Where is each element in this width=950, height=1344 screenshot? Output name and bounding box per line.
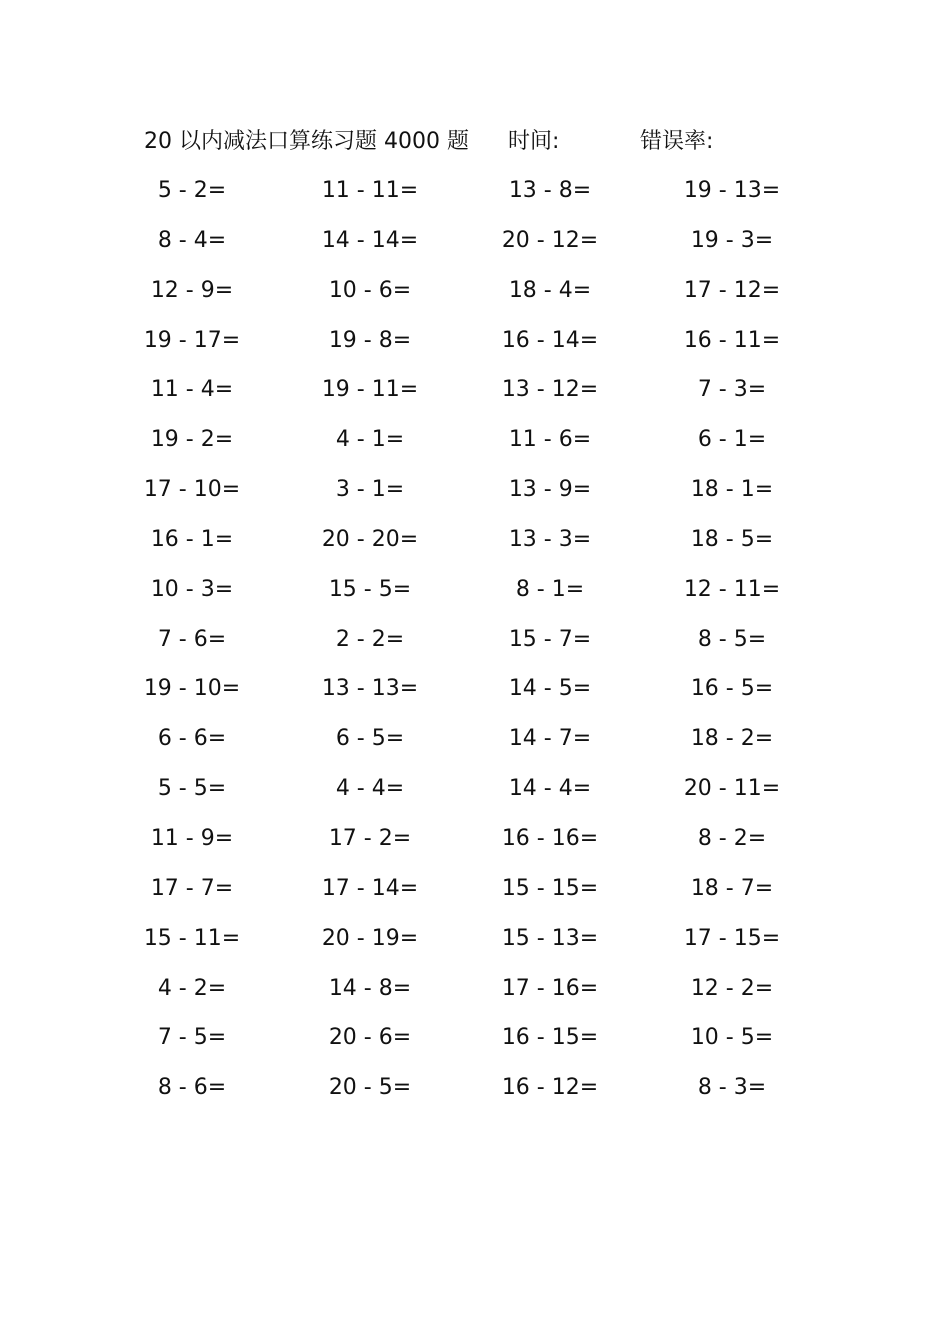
problem-item: 6 - 6=: [157, 726, 227, 752]
problem-item: 12 - 9=: [150, 277, 234, 303]
problem-row: [0, 171, 950, 221]
problem-item: 16 - 12=: [501, 1075, 599, 1101]
problem-item: 18 - 7=: [690, 875, 774, 901]
problem-item: 12 - 2=: [690, 975, 774, 1001]
problem-item: 11 - 11=: [321, 178, 419, 203]
problem-item: 2 - 2=: [335, 626, 405, 652]
problem-row: [0, 919, 950, 969]
problem-item: 10 - 6=: [328, 277, 412, 303]
problem-item: 19 - 2=: [150, 427, 234, 453]
problem-row: [0, 271, 950, 321]
problem-item: 6 - 5=: [335, 726, 405, 752]
problem-item: 19 - 3=: [690, 227, 774, 253]
problem-item: 16 - 11=: [683, 327, 781, 353]
problem-item: 13 - 3=: [508, 526, 592, 552]
problem-item: 10 - 3=: [150, 576, 234, 602]
problem-item: 12 - 11=: [683, 576, 781, 602]
problem-item: 19 - 8=: [328, 327, 412, 353]
problem-item: 20 - 19=: [321, 925, 419, 951]
problem-item: 8 - 3=: [697, 1075, 767, 1101]
problem-item: 16 - 14=: [501, 327, 599, 353]
problem-item: 14 - 8=: [328, 975, 412, 1001]
problem-row: [0, 370, 950, 420]
problem-item: 7 - 5=: [157, 1025, 227, 1051]
problem-item: 20 - 11=: [683, 776, 781, 802]
problem-row: [0, 969, 950, 1019]
problem-item: 13 - 13=: [321, 676, 419, 702]
problem-row: [0, 420, 950, 470]
problem-row: [0, 620, 950, 670]
problem-item: 18 - 1=: [690, 477, 774, 503]
problem-grid: [0, 171, 950, 1118]
problem-item: 18 - 5=: [690, 526, 774, 552]
problem-item: 13 - 12=: [501, 377, 599, 403]
problem-item: 11 - 4=: [150, 377, 234, 403]
problem-item: 17 - 2=: [328, 825, 412, 851]
worksheet-header: [0, 124, 950, 160]
problem-item: 4 - 1=: [335, 427, 405, 453]
problem-row: [0, 719, 950, 769]
problem-row: [0, 1018, 950, 1068]
problem-item: 19 - 11=: [321, 377, 419, 403]
time-label: 时间:: [508, 129, 560, 154]
problem-row: [0, 520, 950, 570]
problem-item: 16 - 15=: [501, 1025, 599, 1051]
problem-item: 17 - 16=: [501, 975, 599, 1001]
error-rate-label: 错误率:: [640, 129, 714, 154]
problem-item: 17 - 7=: [150, 875, 234, 901]
problem-item: 15 - 5=: [328, 576, 412, 602]
problem-item: 14 - 5=: [508, 676, 592, 702]
problem-item: 15 - 15=: [501, 875, 599, 901]
problem-item: 13 - 8=: [508, 178, 592, 203]
problem-item: 3 - 1=: [335, 477, 405, 503]
problem-item: 8 - 4=: [157, 227, 227, 253]
problem-item: 19 - 10=: [143, 676, 241, 702]
problem-item: 19 - 13=: [683, 178, 781, 203]
problem-row: [0, 470, 950, 520]
problem-item: 16 - 16=: [501, 825, 599, 851]
problem-item: 5 - 5=: [157, 776, 227, 802]
problem-row: [0, 221, 950, 271]
problem-row: [0, 1068, 950, 1118]
problem-row: [0, 819, 950, 869]
problem-item: 14 - 7=: [508, 726, 592, 752]
problem-item: 16 - 5=: [690, 676, 774, 702]
problem-item: 15 - 13=: [501, 925, 599, 951]
problem-item: 17 - 10=: [143, 477, 241, 503]
problem-item: 13 - 9=: [508, 477, 592, 503]
problem-item: 7 - 3=: [697, 377, 767, 403]
problem-item: 20 - 12=: [501, 227, 599, 253]
problem-item: 4 - 4=: [335, 776, 405, 802]
problem-row: [0, 869, 950, 919]
problem-item: 11 - 6=: [508, 427, 592, 453]
problem-item: 14 - 4=: [508, 776, 592, 802]
problem-item: 8 - 6=: [157, 1075, 227, 1101]
problem-item: 11 - 9=: [150, 825, 234, 851]
problem-row: [0, 321, 950, 371]
problem-item: 7 - 6=: [157, 626, 227, 652]
problem-item: 18 - 2=: [690, 726, 774, 752]
problem-item: 20 - 20=: [321, 526, 419, 552]
problem-item: 5 - 2=: [157, 178, 227, 203]
problem-item: 14 - 14=: [321, 227, 419, 253]
problem-item: 15 - 11=: [143, 925, 241, 951]
problem-item: 19 - 17=: [143, 327, 241, 353]
problem-row: [0, 669, 950, 719]
problem-item: 8 - 1=: [515, 576, 585, 602]
problem-row: [0, 769, 950, 819]
problem-item: 6 - 1=: [697, 427, 767, 453]
problem-item: 8 - 2=: [697, 825, 767, 851]
problem-item: 17 - 15=: [683, 925, 781, 951]
worksheet-title: 20 以内减法口算练习题 4000 题: [144, 129, 469, 154]
problem-item: 10 - 5=: [690, 1025, 774, 1051]
problem-item: 20 - 6=: [328, 1025, 412, 1051]
problem-item: 18 - 4=: [508, 277, 592, 303]
problem-item: 17 - 12=: [683, 277, 781, 303]
problem-row: [0, 570, 950, 620]
problem-item: 16 - 1=: [150, 526, 234, 552]
problem-item: 8 - 5=: [697, 626, 767, 652]
problem-item: 17 - 14=: [321, 875, 419, 901]
problem-item: 4 - 2=: [157, 975, 227, 1001]
problem-item: 15 - 7=: [508, 626, 592, 652]
problem-item: 20 - 5=: [328, 1075, 412, 1101]
